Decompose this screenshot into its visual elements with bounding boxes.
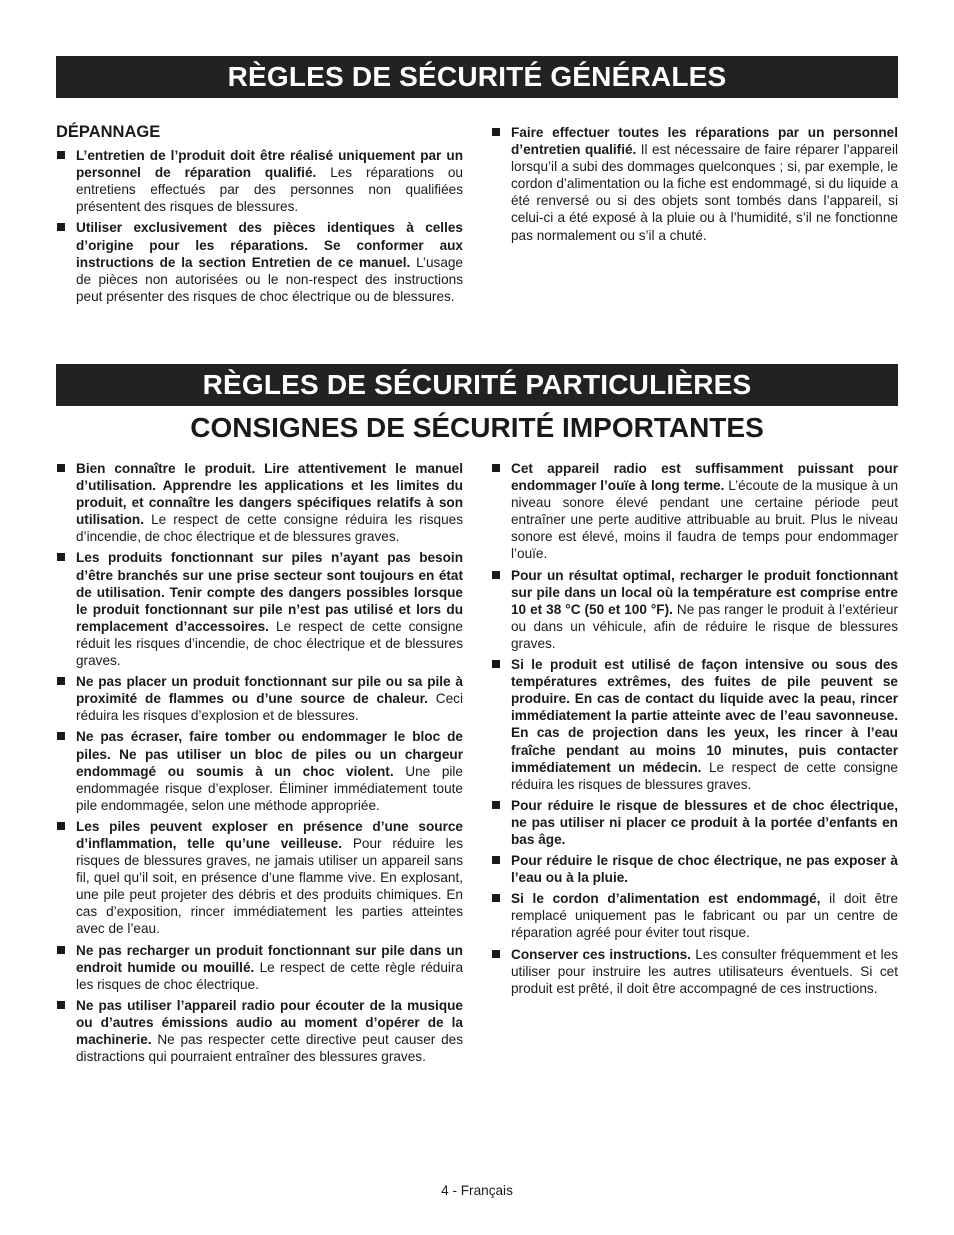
specific-right-column [491, 460, 898, 1001]
list-item: Si le cordon d’alimentation est endommagé, il doit être remplacé uniquement pas le fabricant ou par un centre de réparation agréé pour éviter tout risque. [491, 890, 898, 941]
bullet-square-icon [57, 946, 65, 954]
list-item: Utiliser exclusivement des pièces identiques à celles d’origine pour les réparations. Se conformer aux instructions de la section Entretien de ce manuel. L’usage de pièces non autorisées ou le non-respect des instructions peut présenter des risques de choc électrique ou de blessures. [56, 219, 463, 304]
list-item: Conserver ces instructions. Les consulter fréquemment et les utiliser pour instruire les autres utilisateurs éventuels. Si cet produit est prêté, il doit être accompagné de ces instructions. [491, 946, 898, 997]
list-item: Faire effectuer toutes les réparations par un personnel d’entretien qualifié. Il est nécessaire de faire réparer l’appareil lorsqu’il a subi des dommages quelconques ; si, par exemple, le cordon d’alimentation ou la fiche est endommagé, si du liquide a été renversé ou si des objets sont tombés dans l’appareil, si celui-ci a été exposé à la pluie ou à l’humidité, s’il ne fonctionne pas normalement ou s’il a chuté. [491, 124, 898, 244]
specific-left-column [56, 460, 463, 1069]
bullet-square-icon [57, 732, 65, 740]
section-subtitle: CONSIGNES DE SÉCURITÉ IMPORTANTES [190, 412, 764, 443]
list-item: L’entretien de l’produit doit être réalisé uniquement par un personnel de réparation qualifié. Les réparations ou entretiens effectués par des personnes non qualifiées présentent des risques de blessures. [56, 147, 463, 215]
troubleshooting-heading: DÉPANNAGE [56, 123, 161, 141]
bullet-square-icon [492, 571, 500, 579]
general-left-column [56, 124, 463, 309]
bullet-square-icon [57, 464, 65, 472]
bullet-square-icon [57, 151, 65, 159]
section-title-specific: RÈGLES DE SÉCURITÉ PARTICULIÈRES [56, 364, 898, 406]
list-item: Les produits fonctionnant sur piles n’ayant pas besoin d’être branchés sur une prise secteur sont toujours en état de utilisation. Tenir compte des dangers possibles lorsque le produit fonctionnant sur pile n’est pas utilisé et lors du remplacement d’accessoires. Le respect de cette consigne réduit les risques d’incendie, de choc électrique et de blessures graves. [56, 549, 463, 669]
bullet-square-icon [492, 801, 500, 809]
bullet-square-icon [492, 894, 500, 902]
list-item: Si le produit est utilisé de façon intensive ou sous des températures extrêmes, des fuites de pile peuvent se produire. En cas de contact du liquide avec la peau, rincer immédiatement la partie atteinte avec de l’eau savonneuse. En cas de projection dans les yeux, les rincer à l’eau fraîche pendant au moins 10 minutes, puis contacter immédiatement un médecin. Le respect de cette consigne réduira les risques de blessures graves. [491, 656, 898, 793]
bullet-square-icon [57, 677, 65, 685]
list-item: Ne pas recharger un produit fonctionnant sur pile dans un endroit humide ou mouillé. Le respect de cette règle réduira les risques de choc électrique. [56, 942, 463, 993]
bullet-square-icon [492, 464, 500, 472]
section-title-general: RÈGLES DE SÉCURITÉ GÉNÉRALES [56, 56, 898, 98]
bullet-square-icon [492, 856, 500, 864]
list-item: Cet appareil radio est suffisamment puissant pour endommager l’ouïe à long terme. L’écoute de la musique à un niveau sonore élevé pendant une certaine période peut entraîner une perte auditive attribuable au bruit. Plus le niveau sonore est élevé, moins il faudra de temps pour endommager l’ouïe. [491, 460, 898, 563]
list-item: Ne pas utiliser l’appareil radio pour écouter de la musique ou d’autres émissions audio au moment d’opérer de la machinerie. Ne pas respecter cette directive peut causer des distractions qui pourraient entraîner des blessures graves. [56, 997, 463, 1065]
page-number: 4 - Français [441, 1183, 513, 1198]
bullet-square-icon [492, 660, 500, 668]
general-right-column [491, 124, 898, 248]
list-item: Pour réduire le risque de choc électrique, ne pas exposer à l’eau ou à la pluie. [491, 852, 898, 886]
bullet-square-icon [57, 553, 65, 561]
bullet-square-icon [57, 822, 65, 830]
bullet-square-icon [57, 1001, 65, 1009]
list-item: Bien connaître le produit. Lire attentivement le manuel d’utilisation. Apprendre les applications et les limites du produit, et connaître les dangers spécifiques relatifs à son utilisation. Le respect de cette consigne réduira les risques d’incendie, de choc électrique et de blessures graves. [56, 460, 463, 545]
bullet-square-icon [492, 950, 500, 958]
list-item: Les piles peuvent exploser en présence d’une source d’inflammation, telle qu’une veilleuse. Pour réduire les risques de blessures graves, ne jamais utiliser un appareil sans fil, quel qu’il soit, en présence d’une flamme vive. En explosant, une pile peut projeter des débris et des produits chimiques. En cas d’exposition, rincer immédiatement les parties atteintes avec de l’eau. [56, 818, 463, 938]
list-item: Pour réduire le risque de blessures et de choc électrique, ne pas utiliser ni placer ce produit à la portée d’enfants en bas âge. [491, 797, 898, 848]
list-item: Ne pas placer un produit fonctionnant sur pile ou sa pile à proximité de flammes ou d’une source de chaleur. Ceci réduira les risques d’explosion et de blessures. [56, 673, 463, 724]
bullet-square-icon [492, 128, 500, 136]
list-item: Pour un résultat optimal, recharger le produit fonctionnant sur pile dans un local où la température est comprise entre 10 et 38 °C (50 et 100 °F). Ne pas ranger le produit à l’extérieur ou dans un véhicule, afin de réduire le risque de blessures graves. [491, 567, 898, 652]
list-item: Ne pas écraser, faire tomber ou endommager le bloc de piles. Ne pas utiliser un bloc de piles ou un chargeur endommagé ou soumis à un choc violent. Une pile endommagée risque d’exploser. Éliminer immédiatement toute pile endommagée, selon une méthode appropriée. [56, 728, 463, 813]
bullet-square-icon [57, 223, 65, 231]
